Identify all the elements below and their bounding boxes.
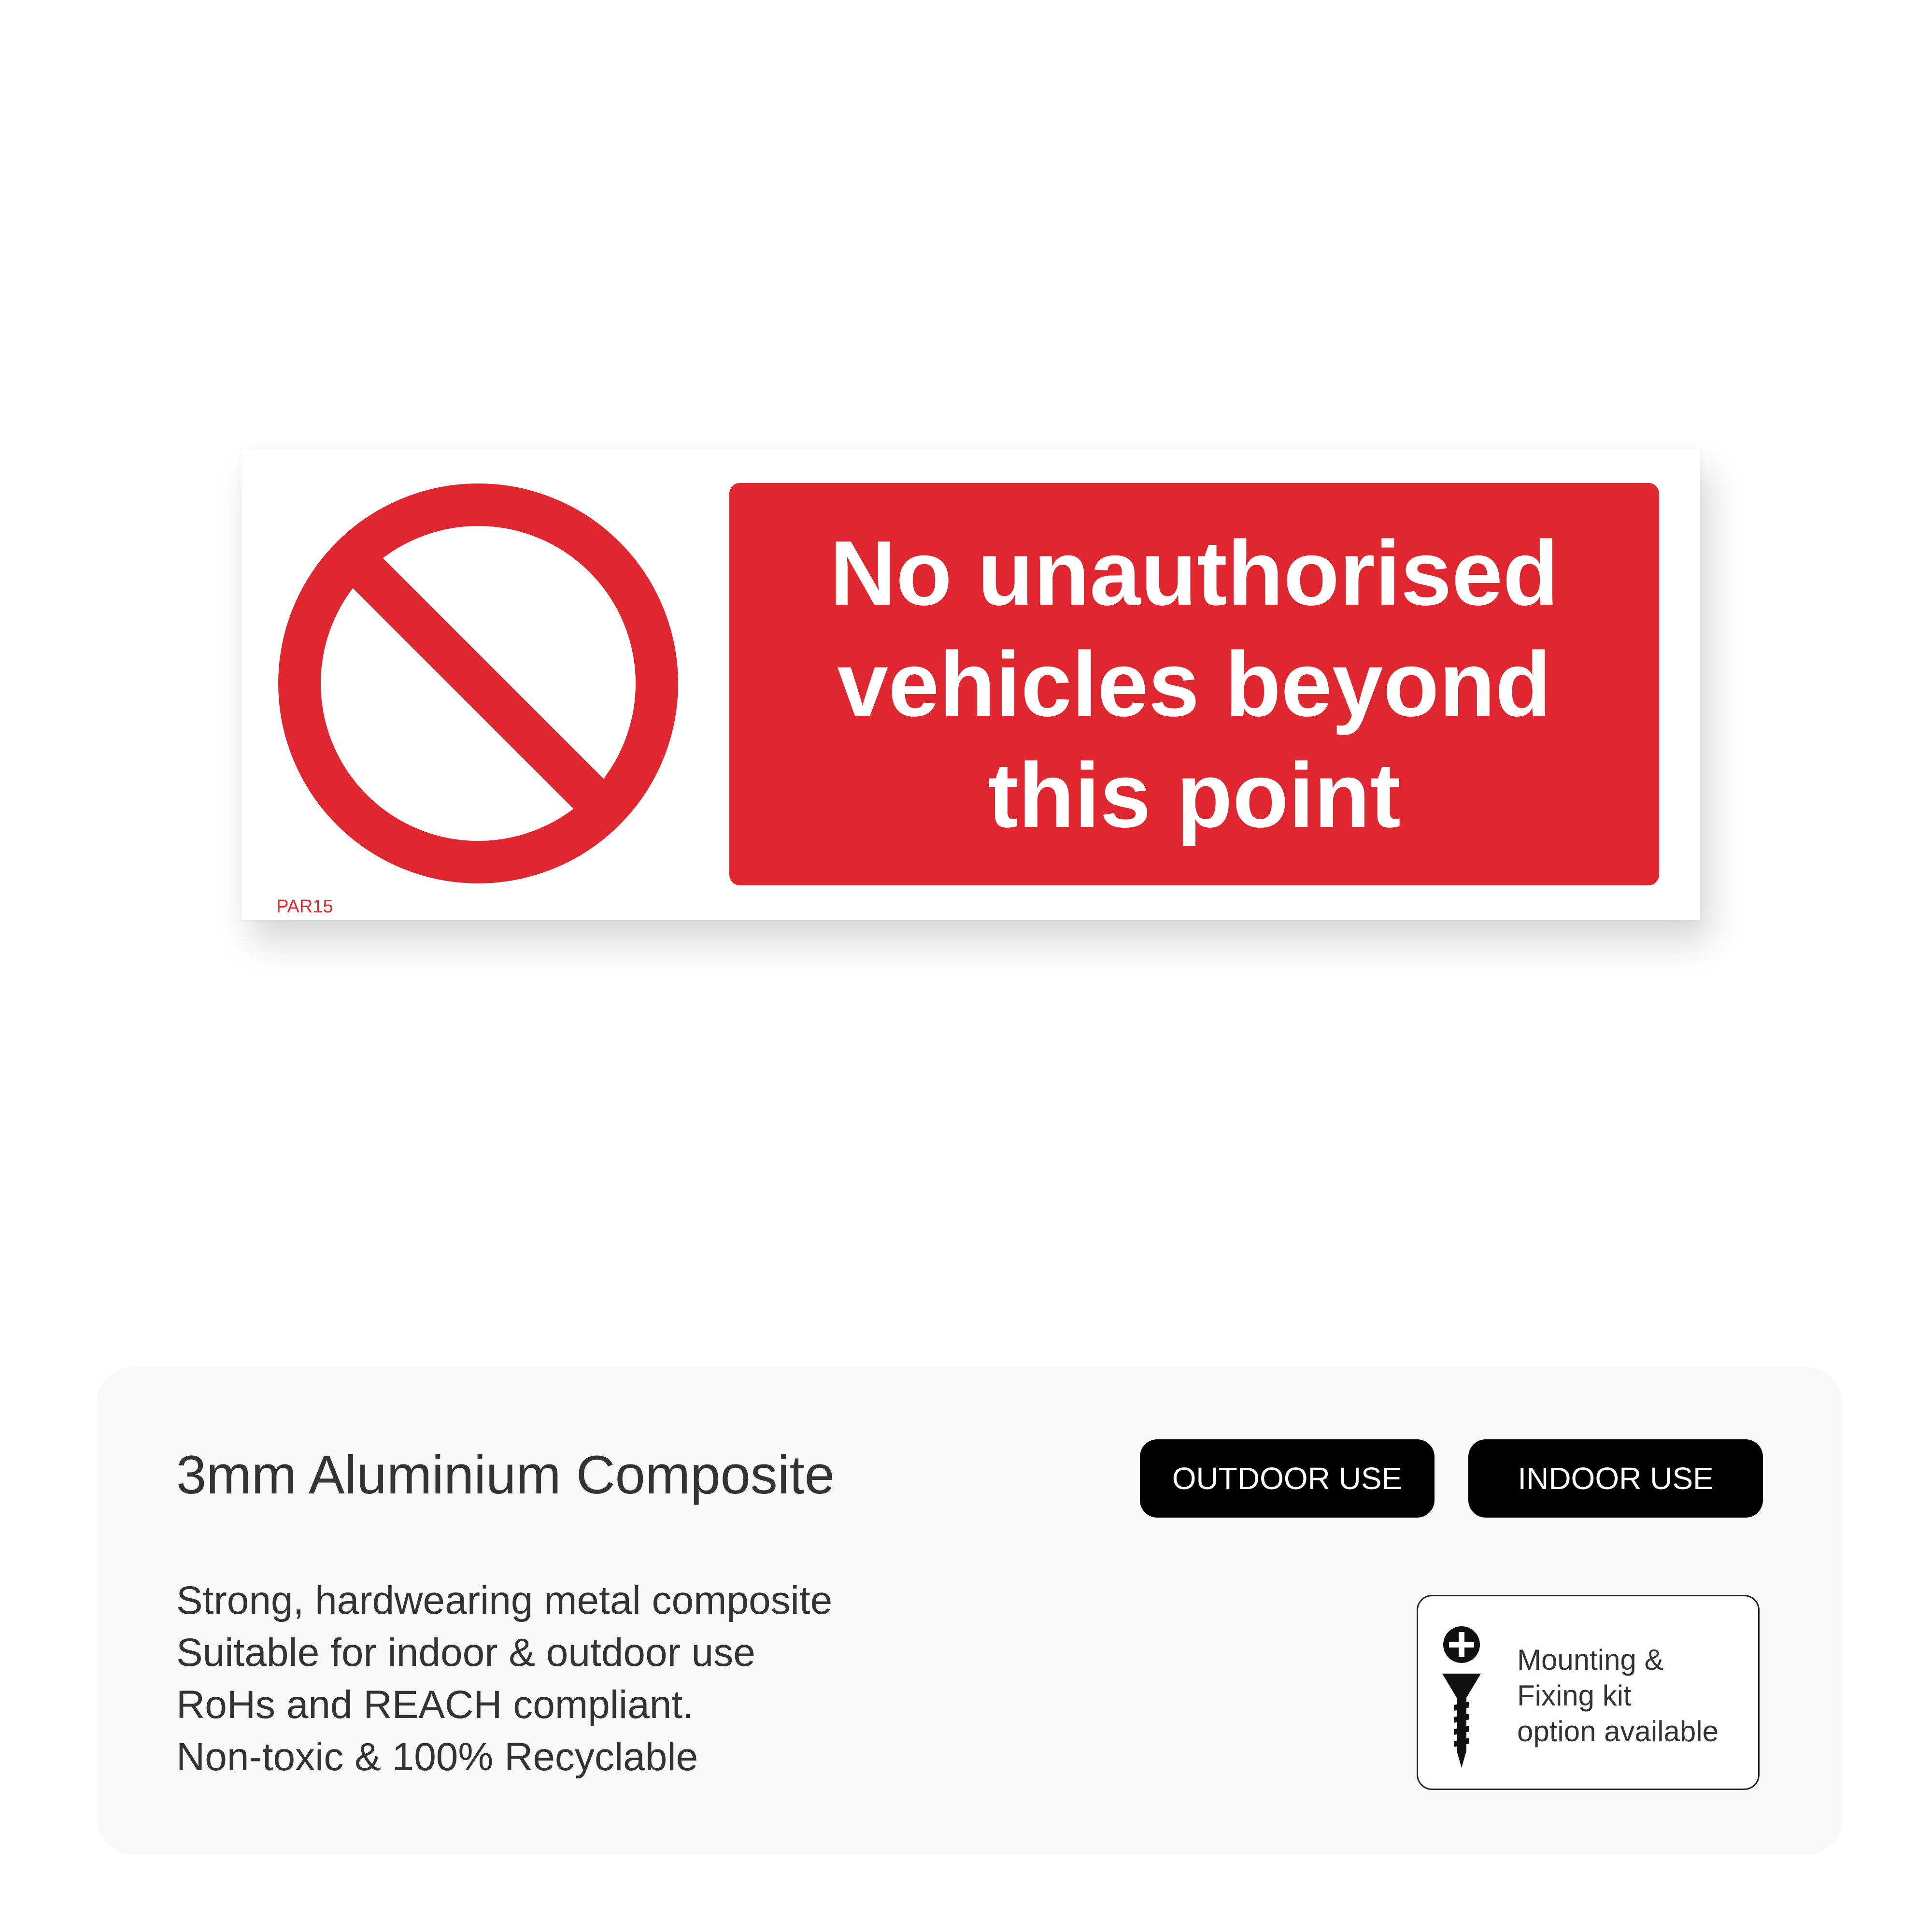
fixing-kit-box [1417, 1595, 1760, 1790]
fixing-kit-text: Mounting & Fixing kit option available [1517, 1644, 1719, 1747]
feature-list [176, 1575, 832, 1783]
feature-item: Strong, hardwearing metal composite [176, 1578, 833, 1622]
sign-message: No unauthorised vehicles beyond this point [829, 522, 1559, 847]
material-title: 3mm Aluminium Composite [176, 1445, 835, 1505]
sign-message-panel [729, 483, 1659, 885]
screw-icons [1437, 1625, 1486, 1770]
feature-item: Suitable for indoor & outdoor use [176, 1631, 755, 1675]
screw-icon [1442, 1674, 1481, 1768]
safety-sign [242, 449, 1700, 920]
prohibition-icon [278, 483, 679, 884]
feature-item: RoHs and REACH compliant. [176, 1683, 694, 1727]
product-info-card [97, 1367, 1843, 1855]
indoor-use-tag: INDOOR USE [1468, 1439, 1763, 1518]
outdoor-use-tag: OUTDOOR USE [1140, 1439, 1435, 1518]
feature-item: Non-toxic & 100% Recyclable [176, 1735, 698, 1779]
screw-head-icon [1443, 1626, 1480, 1663]
sign-code: PAR15 [276, 896, 333, 917]
